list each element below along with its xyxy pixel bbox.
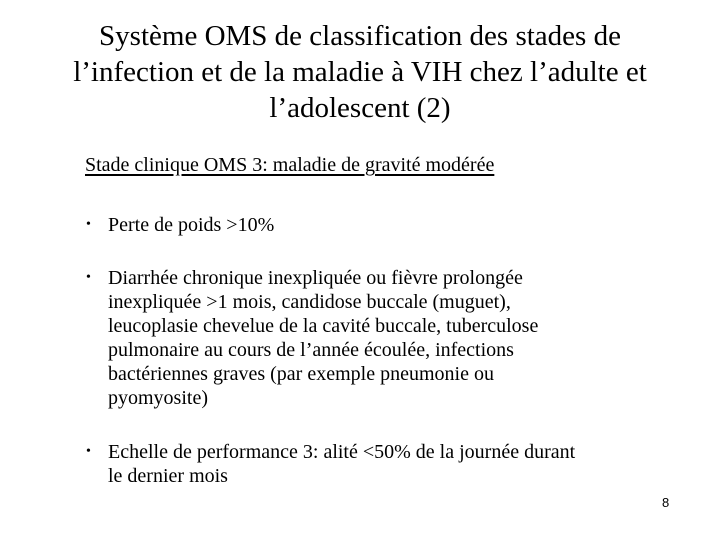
bullet-text: [108, 266, 686, 410]
slide-subtitle: Stade clinique OMS 3: maladie de gravité modérée: [85, 154, 495, 176]
slide-title: [20, 18, 700, 126]
bullet-marker-icon: •: [86, 444, 91, 459]
bullet-marker-icon: •: [86, 217, 91, 232]
bullet-line: pulmonaire au cours de l’année écoulée, infections: [108, 339, 514, 361]
bullet-marker-icon: •: [86, 270, 91, 285]
bullet-line: inexpliquée >1 mois, candidose buccale (muguet),: [108, 291, 511, 313]
title-line: l’infection et de la maladie à VIH chez l’adulte et: [73, 56, 647, 88]
title-line: l’adolescent (2): [269, 92, 451, 124]
bullet-text: [108, 213, 686, 237]
bullet-line: leucoplasie chevelue de la cavité buccale, tuberculose: [108, 315, 539, 337]
bullet-line: bactériennes graves (par exemple pneumonie ou: [108, 363, 494, 385]
bullet-line: Echelle de performance 3: alité <50% de la journée durant: [108, 441, 576, 463]
bullet-line: Perte de poids >10%: [108, 214, 275, 236]
bullet-line: Diarrhée chronique inexpliquée ou fièvre prolongée: [108, 267, 523, 289]
title-line: Système OMS de classification des stades de: [99, 20, 621, 52]
page-number: 8: [662, 495, 670, 510]
bullet-line: le dernier mois: [108, 465, 228, 487]
bullet-text: [108, 440, 686, 488]
bullet-line: pyomyosite): [108, 387, 208, 409]
